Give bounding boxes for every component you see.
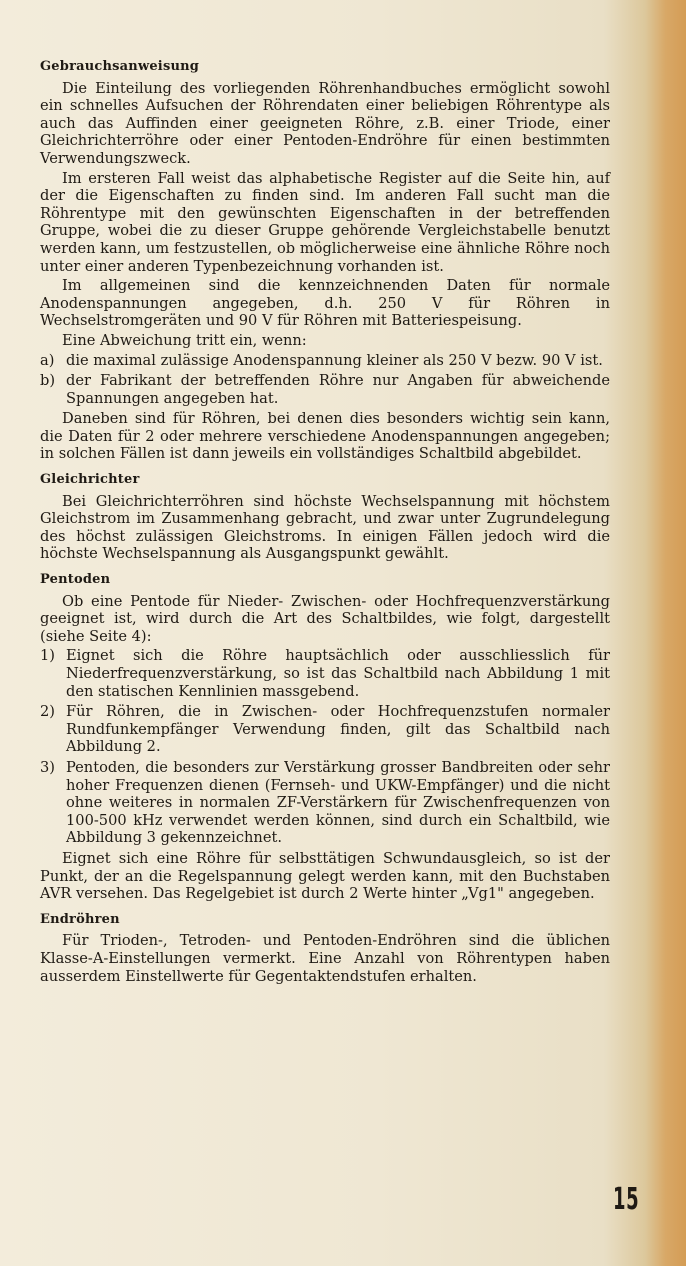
list-marker: b) [40, 372, 56, 390]
paragraph: Daneben sind für Röhren, bei denen dies besonders wichtig sein kann, die Daten für 2 oder mehrere verschiedene Anodenspannungen angegeben; in solchen Fällen ist dann jeweils ein vollständiges Schaltbild abgebildet. [40, 410, 610, 463]
list-item [40, 352, 610, 370]
paragraph: Im ersteren Fall weist das alphabetische Register auf die Seite hin, auf der die Eigenschaften zu finden sind. Im anderen Fall sucht man die Röhrentype mit den gewünschten Eigenschaften in der betreffenden Gruppe, wobei die zu dieser Gruppe gehörende Vergleichstabelle benutzt werden kann, um festzustellen, ob möglicherweise eine ähnliche Röhre noch unter einer anderen Typenbezeichnung vorhanden ist. [40, 169, 610, 275]
section-heading-gebrauchsanweisung: Gebrauchsanweisung [40, 59, 200, 74]
text-column [40, 58, 610, 987]
list-text: der Fabrikant der betreffenden Röhre nur Angaben für abweichende Spannungen angegeben hat. [66, 372, 610, 407]
list-marker: a) [40, 351, 55, 369]
paragraph: Ob eine Pentode für Nieder- Zwischen- oder Hochfrequenzverstärkung geeignet ist, wird durch die Art des Schaltbildes, wie folgt, dargestellt (siehe Seite 4): [40, 592, 610, 645]
list-marker: 2) [40, 703, 55, 721]
paragraph: Bei Gleichrichterröhren sind höchste Wechselspannung mit höchstem Gleichstrom im Zusammenhang gebracht, und zwar unter Zugrundelegung des höchst zulässigen Gleichstroms. In einigen Fällen jedoch wird die höchste Wechselspannung als Ausgangspunkt gewählt. [40, 492, 610, 563]
list-text: Pentoden, die besonders zur Verstärkung grosser Bandbreiten oder sehr hoher Frequenzen dienen (Fernseh- und UKW-Empfänger) und die nicht ohne weiteres in normalen ZF-Verstärkern für Zwischenfrequenzen von 100-500 kHz verwendet werden können, sind durch ein Schaltbild, wie Abbildung 3 gekennzeichnet. [66, 758, 610, 847]
section-heading-gleichrichter: Gleichrichter [40, 472, 140, 488]
paragraph: Für Trioden-, Tetroden- und Pentoden-Endröhren sind die üblichen Klasse-A-Einstellungen vermerkt. Eine Anzahl von Röhrentypen haben ausserdem Einstellwerte für Gegentaktendstufen erhalten. [40, 932, 610, 985]
page-number: 15 [613, 1182, 640, 1217]
list-marker: 1) [40, 647, 55, 665]
list-item [40, 703, 610, 756]
list-item [40, 372, 610, 407]
section-heading-endroehren: Endröhren [40, 911, 120, 927]
paragraph: Die Einteilung des vorliegenden Röhrenhandbuches ermöglicht sowohl ein schnelles Aufsuchen der Röhrendaten einer beliebigen Röhrentype als auch das Auffinden einer geeigneten Röhre, z.B. einer Triode, einer Gleichrichterröhre oder einer Pentoden-Endröhre für einen bestimmten Verwendungszweck. [40, 79, 610, 167]
paragraph: Eine Abweichung tritt ein, wenn: [62, 331, 307, 349]
paragraph: Eignet sich eine Röhre für selbsttätigen Schwundausgleich, so ist der Punkt, der an die Regelspannung gelegt werden kann, mit den Buchstaben AVR versehen. Das Regelgebiet ist durch 2 Werte hinter „Vg1" angegeben. [40, 849, 610, 903]
list-item [40, 759, 610, 847]
list-text: Für Röhren, die in Zwischen- oder Hochfrequenzstufen normaler Rundfunkempfänger Verwendung finden, gilt das Schaltbild nach Abbildung 2. [66, 703, 610, 756]
section-heading-pentoden: Pentoden [40, 572, 111, 588]
list-marker: 3) [40, 758, 55, 776]
list-text: die maximal zulässige Anodenspannung kleiner als 250 V bezw. 90 V ist. [66, 351, 603, 369]
paragraph: Im allgemeinen sind die kennzeichnenden Daten für normale Anodenspannungen angegeben, d.h. 250 V für Röhren in Wechselstromgeräten und 90 V für Röhren mit Batteriespeisung. [40, 277, 610, 330]
list-item [40, 647, 610, 700]
list-text: Eignet sich die Röhre hauptsächlich oder ausschliesslich für Niederfrequenzverstärkung, so ist das Schaltbild nach Abbildung 1 mit den statischen Kennlinien massgebend. [66, 647, 610, 700]
